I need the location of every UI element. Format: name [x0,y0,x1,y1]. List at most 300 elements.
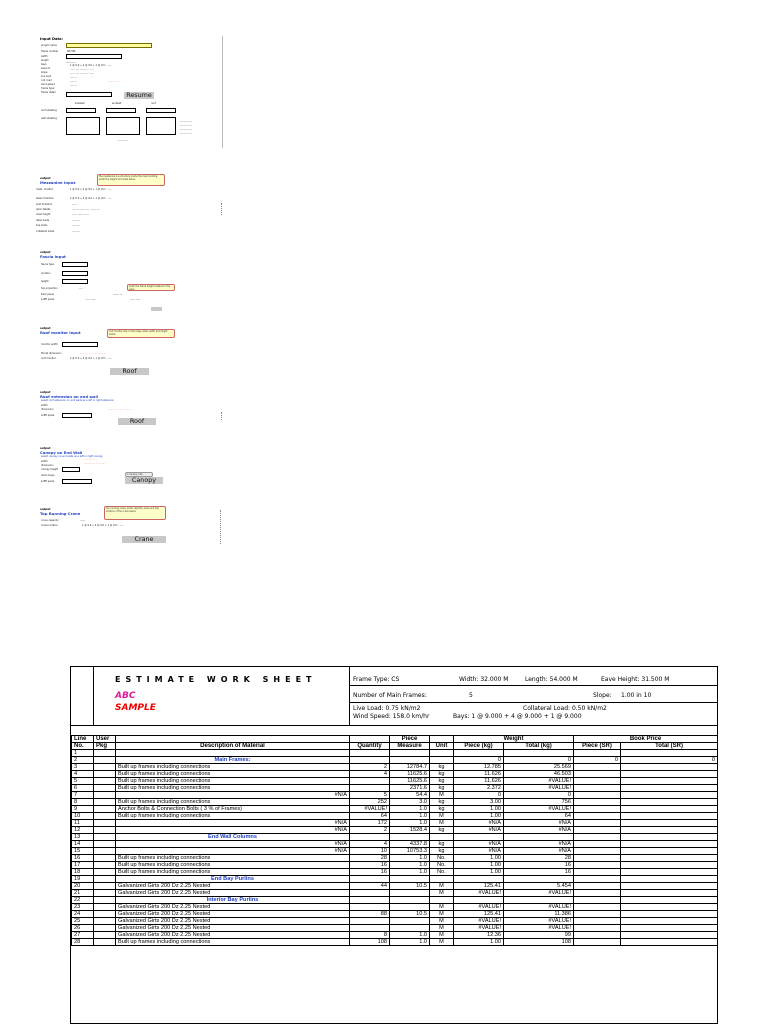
client-subtitle: SAMPLE [115,703,156,713]
qty-cell: 88 [350,911,390,918]
fascia-location-input[interactable] [62,271,88,276]
input-label: 1 @ 9.0 + 4 @ 9.0 + 1 @ 9.0 :: ---- [70,64,112,67]
input-label: roof monitor [41,357,56,360]
piece-kg-cell: 1.00 [454,813,504,820]
input-label: beam direction [36,197,55,200]
input-label: dimension [41,408,54,411]
table-row [72,785,718,792]
section-title: Roof monitor input [40,330,81,335]
warning-text: - - - - - - - - - [84,458,97,461]
measure-cell: 3.0 [390,799,430,806]
help-note: enter the fascia height relative to the eave [127,284,175,291]
qty-cell: 172 [350,820,390,827]
table-header [72,743,718,750]
piece-sr-cell [574,785,621,792]
sheet-edge [222,36,223,148]
pkg-cell [94,799,116,806]
qty-cell [350,757,390,764]
canopy-height-input[interactable] [62,467,80,472]
piece-kg-cell: 125.41 [454,911,504,918]
header-cell: User [94,736,116,743]
no-cell: 14 [72,841,94,848]
qty-cell: 44 [350,883,390,890]
measure-cell [390,925,430,932]
desc-cell: Galvanized Girts 200 Dz 2.25 Nested [116,918,350,925]
soffit-panel-input[interactable] [62,413,92,418]
fascia-type-input[interactable] [62,262,88,267]
piece-sr-cell [574,932,621,939]
section-title: Roof extension on end wall [40,394,99,399]
input-label: coll. load [41,79,52,82]
measure-cell: 11625.6 [390,778,430,785]
piece-kg-cell: #N/A [454,848,504,855]
pkg-cell [94,897,116,904]
input-label: ---- ---- ---- [180,120,192,123]
unit-cell: M [430,911,454,918]
qty-cell: 252 [350,799,390,806]
piece-kg-cell: 12.36 [454,932,504,939]
input-label: deck details [36,208,51,211]
desc-cell: Built up frames including connections [116,771,350,778]
piece-sr-cell [574,799,621,806]
total-kg-cell: #VALUE! [504,918,574,925]
header-cell: Book Price [574,736,718,743]
desc-cell: Galvanized Girts 200 Dz 2.25 Nested [116,911,350,918]
piece-sr-cell [574,855,621,862]
unit-cell: M [430,820,454,827]
no-cell: 17 [72,862,94,869]
pkg-cell [94,757,116,764]
total-sr-cell [621,813,718,820]
measure-cell: 1.0 [390,932,430,939]
pkg-cell [94,827,116,834]
dotted-divider [220,510,221,544]
total-kg-cell: 0 [504,792,574,799]
input-label: project name [41,44,57,47]
no-cell: 7 [72,792,94,799]
canopy-button[interactable]: Canopy [125,477,163,484]
piece-kg-cell: #VALUE! [454,918,504,925]
input-label: ---- ---- ---- [180,128,192,131]
piece-kg-cell [454,750,504,757]
piece-kg-cell [454,834,504,841]
input-label: 1 @ 9.0 + 4 @ 9.0 + 1 @ 9.0 :: ---- [70,197,112,200]
input-label: canopy height [41,468,59,471]
total-kg-cell [504,834,574,841]
input-label: location [41,272,51,275]
total-sr-cell [621,778,718,785]
piece-kg-cell: #VALUE! [454,925,504,932]
info-divider [349,685,717,686]
qty-cell: 16 [350,869,390,876]
input-label: height [41,280,49,283]
input-label: roof sheeting [41,109,57,112]
input-label: -------- --- [118,139,129,142]
input-label: select canopy on end walls as a left or right canopy [41,455,103,458]
input-label: ---- --- [70,84,77,87]
unit-cell: M [430,925,454,932]
measure-cell: 1.0 [390,820,430,827]
input-label: ------- --- [113,293,123,296]
total-kg-cell: 11.386 [504,911,574,918]
input-label: dead loads [36,219,50,222]
unit-cell: M [430,890,454,897]
total-sr-cell [621,764,718,771]
unit-cell: M [430,939,454,946]
estimate-table [71,735,718,946]
measure-cell: 12784.7 [390,764,430,771]
help-note: roof monitor sits on the ridge; enter width and height below [107,329,175,338]
total-sr-cell [621,883,718,890]
piece-kg-cell: #N/A [454,841,504,848]
total-sr-cell [621,904,718,911]
total-sr-cell [621,939,718,946]
total-sr-cell [621,911,718,918]
table-row [72,869,718,876]
desc-cell: End Bay Purlins [116,876,350,883]
measure-cell: 1.0 [390,862,430,869]
header-cell: Pkg [94,743,116,750]
pkg-cell [94,834,116,841]
qty-cell: 8 [350,932,390,939]
header-cell: Total (kg) [504,743,574,750]
roof-input[interactable] [146,108,176,113]
pkg-cell [94,876,116,883]
total-sr-cell [621,827,718,834]
table-row [72,939,718,946]
piece-kg-cell: #N/A [454,820,504,827]
section-heading: output [40,326,51,330]
table-row [72,925,718,932]
input-label: wind speed [41,83,55,86]
piece-sr-cell [574,827,621,834]
qty-cell: 2 [350,764,390,771]
measure-cell: 10753.3 [390,848,430,855]
measure-cell: 1528.4 [390,827,430,834]
input-label: width [41,55,48,58]
desc-cell: Built up frames including connections [116,799,350,806]
desc-cell: Built up frames including connections [116,855,350,862]
desc-cell: Galvanized Girts 200 Dz 2.25 Nested [116,925,350,932]
endwall-input[interactable] [106,108,136,113]
roof-button[interactable]: Roof [118,418,156,425]
project-name-input[interactable] [66,43,152,48]
header-cell: Weight [454,736,574,743]
desc-cell: #N/A [116,848,350,855]
title-divider [93,667,94,725]
help-note: the mezzanine is a structure inside the main building; enter the height and loads below [97,174,165,186]
total-kg-cell: #N/A [504,827,574,834]
piece-sr-cell [574,876,621,883]
total-kg-cell: #N/A [504,848,574,855]
table-header-top [72,736,718,743]
input-label: throat dimension [41,352,62,355]
measure-cell: 1.0 [390,855,430,862]
unit-cell: No. [430,862,454,869]
measure-cell [390,757,430,764]
piece-sr-cell: 0 [574,757,621,764]
piece-sr-cell [574,778,621,785]
input-label: eave ht [41,67,51,70]
total-sr-cell [621,799,718,806]
total-kg-cell: #VALUE! [504,785,574,792]
qty-cell: 28 [350,855,390,862]
total-sr-cell [621,841,718,848]
fascia-height-input[interactable] [62,279,88,284]
header-cell: Total (SR) [621,743,718,750]
unit-cell: kg [430,806,454,813]
no-cell: 15 [72,848,94,855]
dotted-divider [221,203,222,215]
total-kg-cell [504,750,574,757]
piece-sr-cell [574,862,621,869]
slope-value: 1.00 in 10 [621,692,652,699]
title-divider [349,667,350,725]
input-label: ------ [80,519,86,522]
crane-button[interactable]: Crane [122,536,166,543]
header-cell: Unit [430,743,454,750]
table-row [72,771,718,778]
wind-speed: Wind Speed: 158.0 km/hr [353,713,430,720]
piece-kg-cell: 1.00 [454,869,504,876]
total-kg-cell: 5.454 [504,883,574,890]
measure-cell: 1.0 [390,939,430,946]
piece-kg-cell: #N/A [454,827,504,834]
piece-kg-cell: 0 [454,792,504,799]
table-row [72,750,718,757]
wall-sheeting-grid[interactable] [106,117,140,135]
input-label: ---- --- [70,80,77,83]
desc-cell [116,750,350,757]
total-sr-cell [621,862,718,869]
header-cell: Measure [390,743,430,750]
frame-detail-input[interactable] [66,92,112,97]
total-sr-cell [621,750,718,757]
input-label: dimension [41,464,54,467]
no-cell: 18 [72,869,94,876]
qty-cell: 10 [350,848,390,855]
table-row [72,757,718,764]
no-cell: 26 [72,925,94,932]
table-row [72,855,718,862]
unit-cell: kg [430,827,454,834]
piece-sr-cell [574,792,621,799]
total-sr-cell [621,897,718,904]
no-cell: 23 [72,904,94,911]
desc-cell: Built up frames including connections [116,785,350,792]
wall-sheeting-grid[interactable] [146,117,176,135]
total-kg-cell: #VALUE! [504,925,574,932]
desc-cell: Interior Bay Purlins [116,897,350,904]
piece-sr-cell [574,897,621,904]
piece-kg-cell: 2.372 [454,785,504,792]
total-kg-cell: 16 [504,869,574,876]
piece-sr-cell [574,834,621,841]
qty-cell: 4 [350,841,390,848]
desc-cell: Galvanized Girts 200 Dz 2.25 Nested [116,904,350,911]
input-label: soffit panel [41,414,55,417]
pkg-cell [94,911,116,918]
total-sr-cell [621,932,718,939]
monitor-width-input[interactable] [62,342,98,347]
desc-cell: Main Frames: [116,757,350,764]
width-input[interactable] [66,54,122,59]
input-label: 1 @ 9.0 + 4 @ 9.0 + 1 @ 9.0 :: ---- [70,188,112,191]
unit-cell: kg [430,848,454,855]
header-cell: No. [72,743,94,750]
input-label: frame number [41,50,59,53]
total-kg-cell: 108 [504,939,574,946]
pkg-cell [94,785,116,792]
no-cell: 19 [72,876,94,883]
input-data-heading: Input Data: [40,37,63,41]
measure-cell [390,918,430,925]
qty-cell: 5 [350,792,390,799]
pkg-cell [94,890,116,897]
unit-cell: kg [430,771,454,778]
measure-cell: 4337.8 [390,841,430,848]
piece-sr-cell [574,925,621,932]
pkg-cell [94,918,116,925]
unit-cell: M [430,918,454,925]
input-label: NO SEL [67,50,76,53]
piece-kg-cell: #VALUE! [454,890,504,897]
total-kg-cell: #VALUE! [504,890,574,897]
input-label: ---- ---- [72,230,80,233]
table-row [72,862,718,869]
total-kg-cell: #VALUE! [504,778,574,785]
table-row [72,806,718,813]
unit-cell [430,834,454,841]
header-divider [71,725,717,726]
input-label: joist direction [36,203,53,206]
total-kg-cell: 16 [504,862,574,869]
soffit-panel-input[interactable] [62,479,92,484]
input-label: --- - [79,287,84,290]
input-label: collateral loads [36,230,55,233]
unit-cell: No. [430,869,454,876]
pkg-cell [94,813,116,820]
input-label: 1 @ 9.0 + 4 @ 9.0 + 1 @ 9.0 :: ---- [82,524,124,527]
fascia-button[interactable] [151,307,162,311]
unit-cell: No. [430,855,454,862]
total-sr-cell [621,869,718,876]
wall-sheeting-grid[interactable] [66,117,100,135]
input-label: width [41,404,48,407]
table-row [72,799,718,806]
input-label: width [41,460,48,463]
piece-sr-cell [574,813,621,820]
input-label: 1 @ 9.0 + 4 @ 9.0 + 1 @ 9.0 :: ---- [70,357,112,360]
no-cell: 3 [72,764,94,771]
unit-cell: kg [430,785,454,792]
pkg-cell [94,778,116,785]
desc-cell: #N/A [116,841,350,848]
total-sr-cell [621,925,718,932]
column-header: roof [151,102,156,105]
piece-kg-cell [454,897,504,904]
piece-sr-cell [574,890,621,897]
info-divider [349,702,717,703]
header-cell: Description of Material [116,743,350,750]
input-label: ------ ----- [130,298,141,301]
input-label: fascia type [41,263,55,266]
piece-kg-cell: 11.626 [454,778,504,785]
input-label: length [41,59,49,62]
qty-cell [350,925,390,932]
pkg-cell [94,750,116,757]
desc-cell: Anchor Bolts & Connection Bolts ( 3 % of Frames) [116,806,350,813]
qty-cell [350,918,390,925]
table-row [72,841,718,848]
warning-text: - - - - - - - - [108,80,120,83]
piece-kg-cell [454,876,504,883]
table-row [72,820,718,827]
no-cell: 10 [72,813,94,820]
total-sr-cell [621,848,718,855]
table-row [72,932,718,939]
total-sr-cell [621,876,718,883]
unit-cell: kg [430,764,454,771]
measure-cell: 54.4 [390,792,430,799]
sidewall-input[interactable] [66,108,96,113]
input-label: ---- - ---- ---- ---- : - - - [70,68,95,71]
eave-height-value: Eave Height: 31.500 M [601,676,670,683]
live-load: Live Load: 0.75 kN/m2 [353,705,421,712]
total-kg-cell: 756 [504,799,574,806]
unit-cell [430,757,454,764]
table-row [72,918,718,925]
qty-cell: #VALUE! [350,806,390,813]
measure-cell: 1.0 [390,813,430,820]
piece-sr-cell [574,939,621,946]
no-cell: 1 [72,750,94,757]
no-cell: 8 [72,799,94,806]
pkg-cell [94,862,116,869]
pkg-cell [94,932,116,939]
input-label: wall sheeting [41,117,57,120]
piece-sr-cell [574,750,621,757]
sheet-title: ESTIMATE WORK SHEET [115,675,317,684]
collateral-load: Collateral Load: 0.50 kN/m2 [523,705,607,712]
no-cell: 5 [72,778,94,785]
piece-sr-cell [574,918,621,925]
desc-cell: #N/A [116,792,350,799]
unit-cell: M [430,932,454,939]
pkg-cell [94,848,116,855]
roof-button[interactable]: Roof [110,368,149,375]
main-frames-label: Number of Main Frames: [353,692,427,699]
piece-kg-cell: 12.785 [454,764,504,771]
table-row [72,883,718,890]
total-kg-cell: #N/A [504,820,574,827]
piece-kg-cell: 125.41 [454,883,504,890]
resume-button[interactable]: Resume [124,92,154,99]
no-cell: 2 [72,757,94,764]
desc-cell: Galvanized Girts 200 Dz 2.25 Nested [116,890,350,897]
input-label: back panel [41,293,55,296]
piece-sr-cell [574,869,621,876]
no-cell: 21 [72,890,94,897]
piece-kg-cell: 3.00 [454,799,504,806]
input-label: ---- ---- [72,224,80,227]
measure-cell: 10.5 [390,883,430,890]
total-kg-cell: #VALUE! [504,904,574,911]
desc-cell: Built up frames including connections [116,862,350,869]
input-label: ---- - [72,203,78,206]
pkg-cell [94,904,116,911]
main-frames-value: 5 [469,692,473,699]
